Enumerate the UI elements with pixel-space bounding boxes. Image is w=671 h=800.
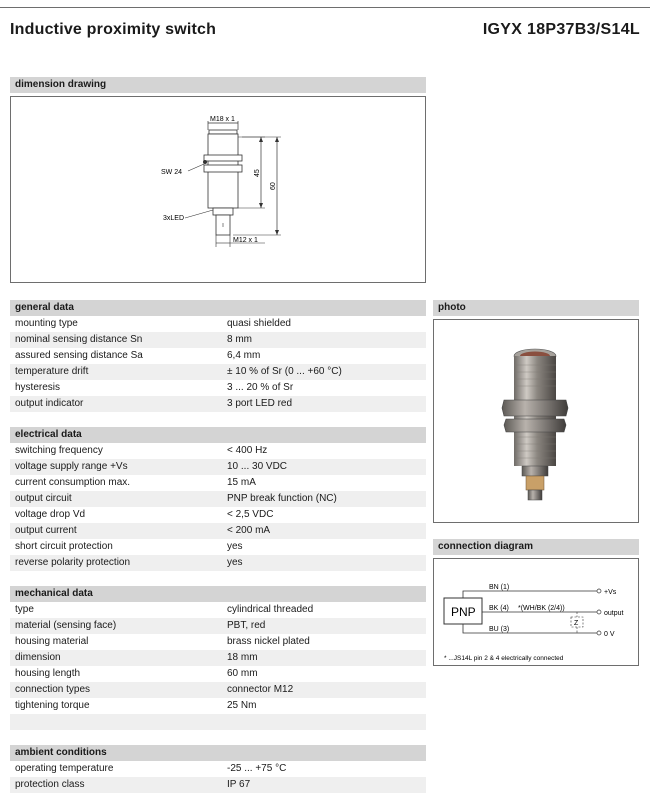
table-row: reverse polarity protection yes [10,555,426,571]
arrow [259,137,263,142]
terminal-dot [597,610,601,614]
ambient-conditions-table [10,761,426,793]
table-row: housing length 60 mm [15,668,258,679]
arrow [275,230,279,235]
table-row: nominal sensing distance Sn 8 mm [10,332,426,348]
table-row: material (sensing face) PBT, red [10,618,426,634]
wire-wh-label: *(WH/BK (2/4)) [518,605,565,612]
leader-line [185,210,213,218]
table-row: type cylindrical threaded [15,604,314,615]
led-ring-shape [526,476,544,490]
connection-diagram-frame [433,558,639,666]
table-row: connection types connector M12 [10,682,426,698]
general-data-heading: general data [10,300,426,316]
product-photo [433,319,639,523]
ambient-conditions-heading: ambient conditions [10,745,426,761]
sensing-face-shape [209,130,237,134]
electrical-data-table [10,443,426,571]
label-connector: M12 x 1 [233,237,258,244]
dimension-drawing [11,97,425,282]
wire-bk-label: BK (4) [489,605,509,612]
arrow [275,137,279,142]
pnp-label: PNP [451,605,476,619]
table-row: voltage supply range +Vs 10 ... 30 VDC [10,459,426,475]
load-label: Z [574,620,579,627]
table-row: operating temperature -25 ... +75 °C [15,763,287,774]
electrical-data-heading: electrical data [10,427,426,443]
connection-diagram-heading: connection diagram [433,539,639,555]
dimension-drawing-frame [10,96,426,283]
label-wrench: SW 24 [161,169,183,176]
nut-shape [502,400,568,416]
label-thread-top: M18 x 1 [210,116,235,123]
table-row: assured sensing distance Sa 6,4 mm [15,350,261,361]
terminal-vs-label: +Vs [604,589,617,596]
model-number: IGYX 18P37B3/S14L [482,21,640,38]
table-row: tightening torque 25 Nm [15,700,257,711]
table-row: temperature drift ± 10 % of Sr (0 ... +60 °C) [10,364,426,380]
connector-thread-shape [528,490,542,500]
nut-shape [204,165,242,172]
table-row: current consumption max. 15 mA [15,477,256,488]
connector-shape [213,208,233,215]
nut-shape [204,155,242,161]
terminal-output-label: output [604,610,624,617]
mechanical-data-heading: mechanical data [10,586,426,602]
header-rule [0,7,650,8]
table-row: output circuit PNP break function (NC) [10,491,426,507]
table-row: voltage drop Vd < 2,5 VDC [15,509,274,520]
leader-line [188,164,204,171]
terminal-dot [597,631,601,635]
table-row: short circuit protection yes [15,541,243,552]
label-len-45: 45 [254,169,261,177]
label-led: 3xLED [163,215,185,222]
terminal-dot [597,589,601,593]
wire-bn-label: BN (1) [489,584,510,591]
table-row: mounting type quasi shielded [15,318,291,329]
table-row: hysteresis 3 ... 20 % of Sr [15,382,294,393]
label-len-60: 60 [270,182,277,190]
sensor-photo-illustration [434,320,638,522]
led-dot-shape [203,160,207,164]
table-row: output indicator 3 port LED red [10,396,426,412]
page-title: Inductive proximity switch [10,21,217,38]
photo-heading: photo [433,300,639,316]
table-row-empty [10,714,426,730]
nut-shape [504,419,566,432]
diagram-note: * ...JS14L pin 2 & 4 electrically connected [444,655,564,662]
dimension-drawing-heading: dimension drawing [10,77,426,93]
table-row: switching frequency < 400 Hz [15,445,268,456]
general-data-table [10,316,426,412]
table-row: dimension 18 mm [10,650,426,666]
table-row: housing material brass nickel plated [15,636,310,647]
arrow [259,203,263,208]
mechanical-data-table [10,602,426,730]
terminal-0v-label: 0 V [604,631,615,638]
table-row: output current < 200 mA [10,523,426,539]
table-row: protection class IP 67 [10,777,426,793]
connector-shape [522,466,548,476]
wire-bn [463,591,597,598]
wire-bu-label: BU (3) [489,626,510,633]
connection-diagram [434,559,638,665]
